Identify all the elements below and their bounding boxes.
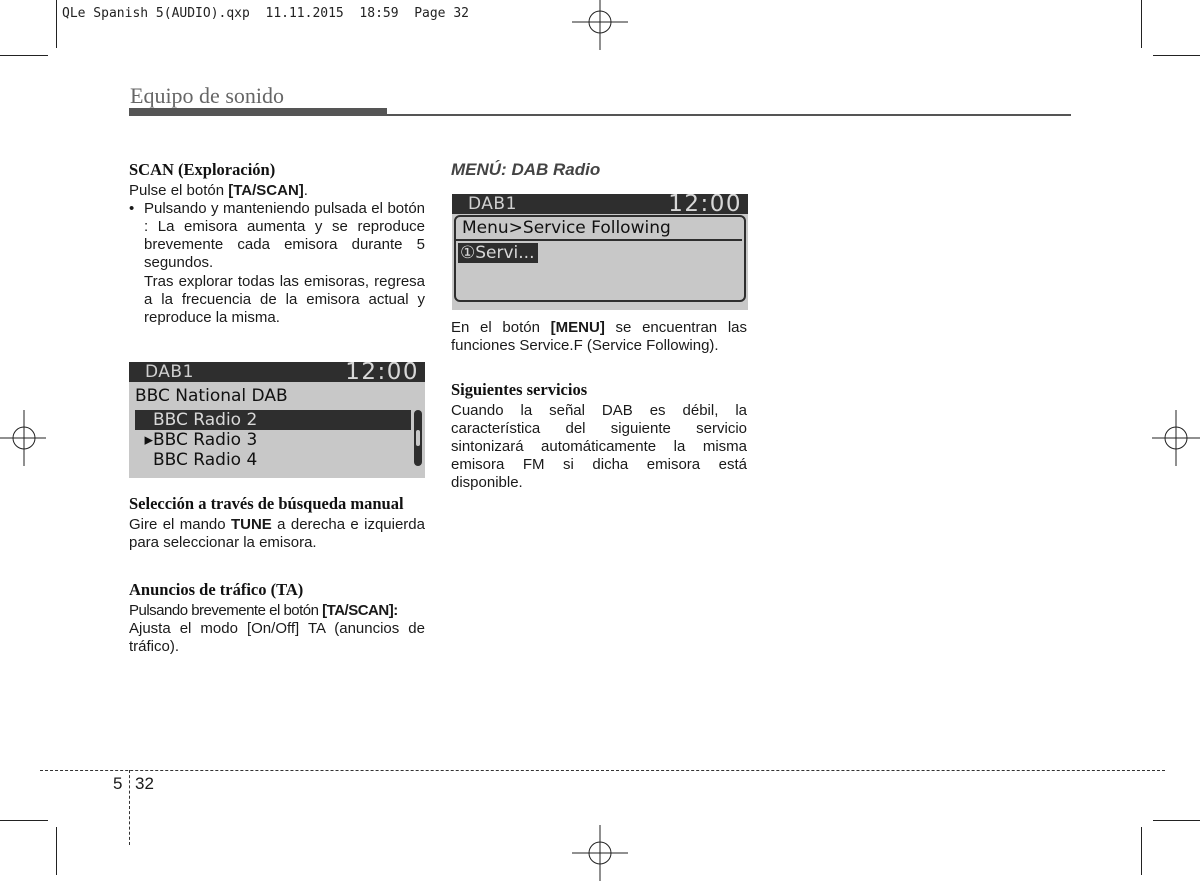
crop-mark [1153,820,1200,821]
follow-section [451,381,747,492]
crop-mark [0,55,48,56]
registration-mark-icon [572,825,628,881]
menu-path: Menu>Service Following [462,218,671,238]
screen-status-bar [129,362,425,385]
crop-mark [56,0,57,48]
registration-mark-icon [0,410,46,466]
footer-rule [40,770,1165,771]
section-number: 5 [113,774,123,793]
menu-item-label: Servi... [475,243,535,263]
header-rule [129,108,387,116]
crop-mark [1141,827,1142,875]
scan-intro: Pulse el botón [TA/SCAN]. [129,182,308,199]
scan-bullet-text: Pulsando y manteniendo pulsada el botón : La emisora aumenta y se reproduce brevemente cada emisora durante 5 segundos. [144,200,425,271]
clock: 12:00 [668,194,742,217]
station-list-item[interactable] [135,450,257,470]
scrollbar[interactable] [414,410,422,466]
dab-menu-screen [452,194,748,310]
registration-mark-icon [1152,410,1200,466]
crop-mark [1153,55,1200,56]
menu-description [451,319,747,355]
scrollbar-thumb[interactable] [416,430,420,446]
manual-title: Selección a través de búsqueda manual [129,494,404,513]
menu-title: MENÚ: DAB Radio [451,160,601,179]
station-name: BBC Radio 2 [153,410,258,430]
footer-divider [129,770,130,845]
crop-mark [56,827,57,875]
ta-scan-key: [TA/SCAN]: [322,602,398,619]
scan-title: SCAN (Exploración) [129,160,276,179]
follow-title: Siguientes servicios [451,380,588,399]
now-playing-marker: ▸ [144,430,153,450]
print-slug: QLe Spanish 5(AUDIO).qxp 11.11.2015 18:59 Page 32 [62,6,469,21]
station-name: BBC Radio 4 [153,450,258,470]
menu-section [451,161,747,179]
menu-divider [456,239,742,241]
page-number: 32 [135,774,154,793]
menu-item-service-following[interactable] [458,243,538,263]
ta-title: Anuncios de tráfico (TA) [129,580,304,599]
ta-body: Ajusta el modo [On/Off] TA (anuncios de tráfico). [129,620,425,655]
station-name: BBC Radio 3 [153,430,258,450]
registration-mark-icon [572,0,628,50]
station-list-item[interactable] [135,430,257,450]
ta-intro: Pulsando brevemente el botón [TA/SCAN]: [129,602,398,619]
screen-status-bar [452,194,748,217]
ensemble-header: BBC National DAB [135,386,288,406]
dab-station-list-screen [129,362,425,478]
bullet-marker: • [129,200,135,217]
ta-section [129,581,425,656]
manual-text: Gire el mando TUNE a derecha e izquierda para seleccionar la emisora. [129,516,425,551]
running-head: Equipo de sonido [130,83,284,108]
manual-section [129,495,425,552]
number-one-icon: ① [460,243,476,263]
scan-after-text: Tras explorar todas las emisoras, regresa a la frecuencia de la emisora actual y reproduce la misma. [144,273,425,326]
clock: 12:00 [345,362,419,385]
channel-label: DAB1 [468,194,517,214]
follow-body: Cuando la señal DAB es débil, la característica del siguiente servicio sintonizará automáticamente la misma emisora FM si dicha emisora está disponible. [451,402,747,491]
header-rule [387,114,1071,116]
crop-mark [1141,0,1142,48]
menu-text: En el botón [MENU] se encuentran las funciones Service.F (Service Following). [451,319,748,354]
scan-section [129,161,425,327]
channel-label: DAB1 [145,362,194,382]
list-item [129,200,425,272]
crop-mark [0,820,48,821]
tune-key: TUNE [230,516,272,533]
station-list-item[interactable] [135,410,411,430]
ta-scan-key: [TA/SCAN] [228,182,304,199]
menu-key: [MENU] [550,319,605,336]
